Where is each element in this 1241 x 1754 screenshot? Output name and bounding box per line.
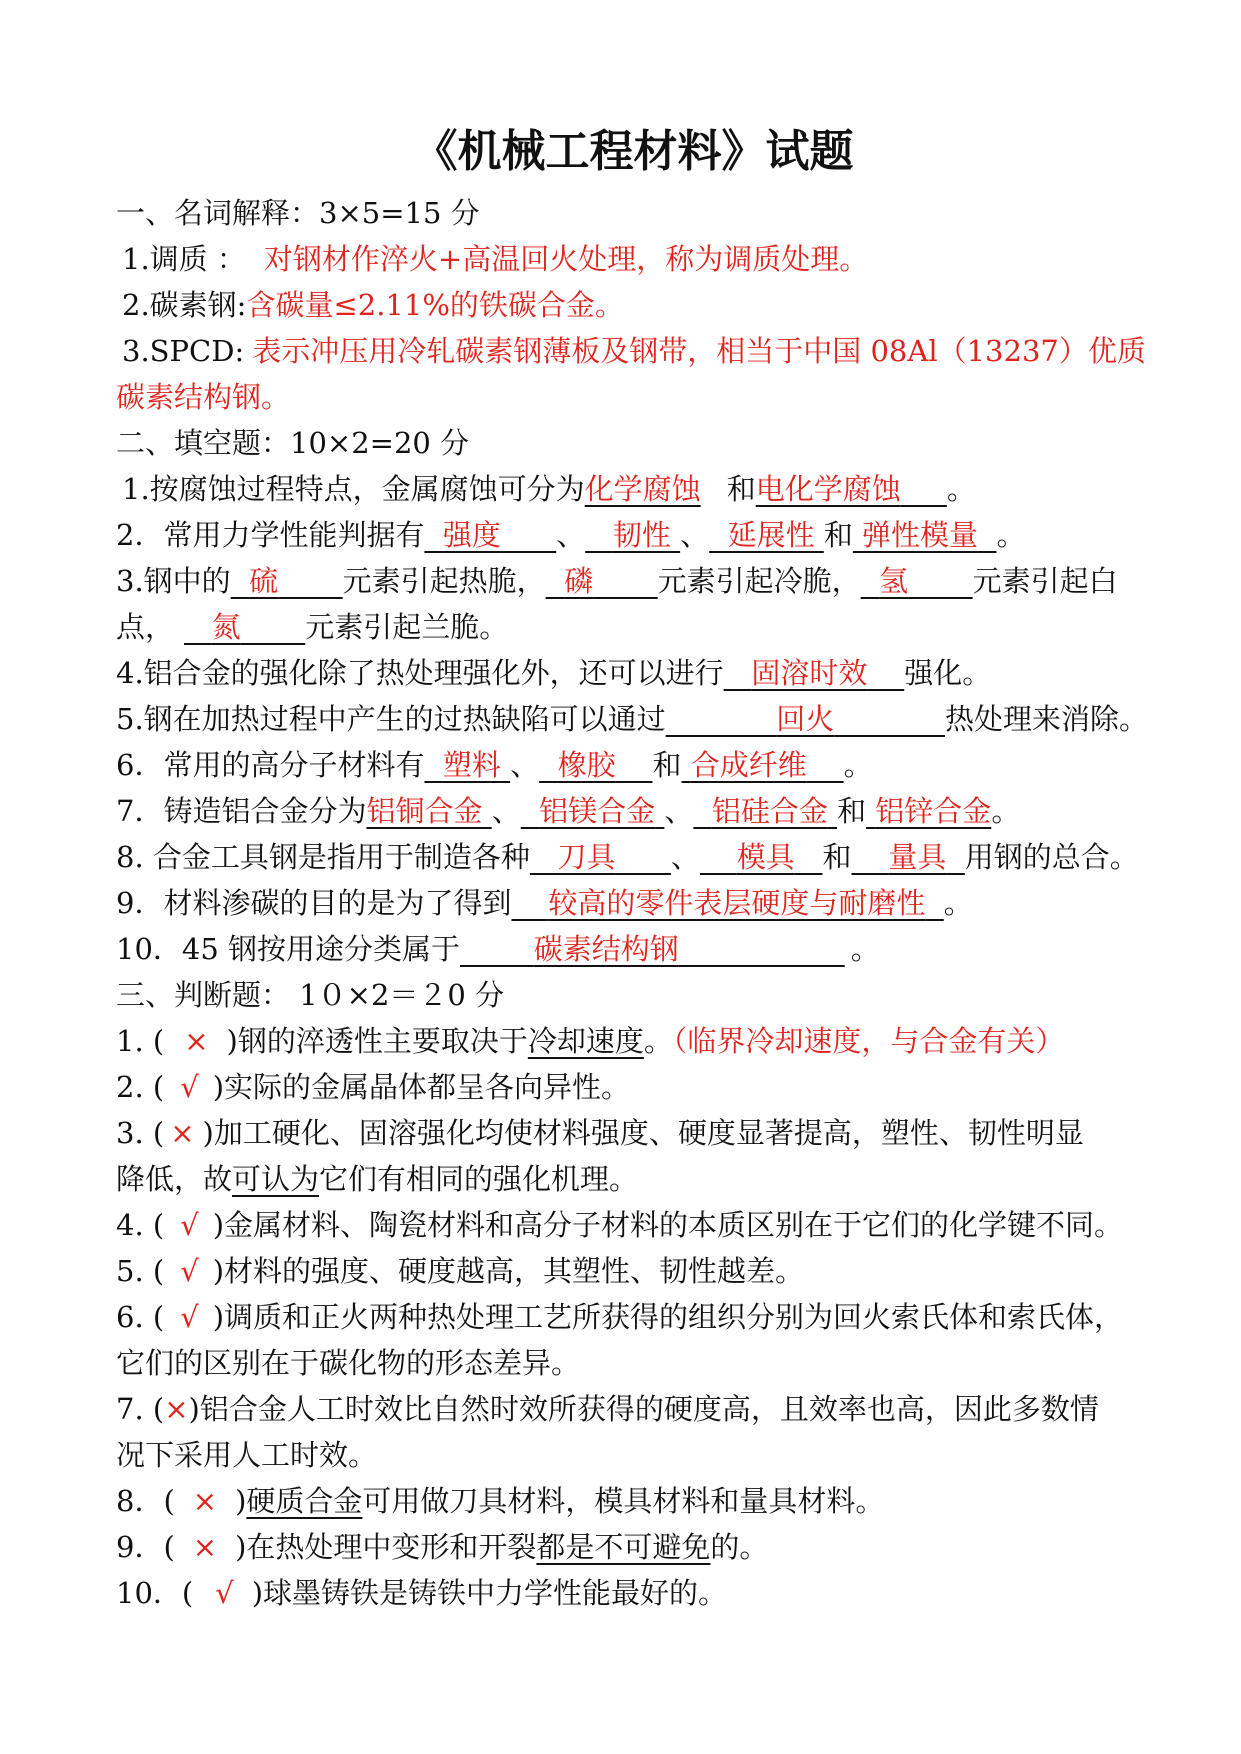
blank-line [241,610,306,644]
check-mark-icon: √ [180,1208,199,1242]
s2-q9-text: 9．材料渗碳的目的是为了得到 [116,886,512,920]
item-text: )加工硬化、固溶强化均使材料强度、硬度显著提高，塑性、韧性明显 [202,1116,1084,1150]
s2-q2-blank4: 弹性模量 [862,518,979,552]
s2-q5-end: 热处理来消除。 [944,702,1148,736]
s2-q2 [116,512,1141,558]
cross-mark-icon: × [184,1024,209,1058]
s2-q3-blank2: 磷 [564,564,594,598]
blank-line [460,932,534,966]
s2-q6 [116,742,1141,788]
item-text: 可用做刀具材料，模具材料和量具材料。 [362,1484,885,1518]
s2-q7-blank1: 铝铜合金 [366,794,483,828]
s2-q3-cont-text: 点， [116,610,175,644]
s3-item-8 [116,1478,1141,1524]
blank-line [908,564,973,598]
item-text: )在热处理中变形和开裂 [235,1530,537,1564]
blank-line [861,564,879,598]
s2-q7-blank3: 铝硅合金 [711,794,828,828]
s2-q8-text: 8. 合金工具钢是指用于制造各种 [116,840,530,874]
item-text: 况下采用人工时效。 [116,1438,378,1472]
blank-line [679,932,845,966]
blank-line [482,794,491,828]
item-text: 。 [643,1024,673,1058]
item-text: 它们有相同的强化机理。 [319,1162,639,1196]
answer-note: （临界冷却速度，与合金有关） [672,1024,1065,1058]
s1-q2-label: 2.碳素钢: [122,288,247,322]
blank-line [530,840,558,874]
s2-q2-end: 。 [996,518,1026,552]
s2-q8-end: 用钢的总合。 [964,840,1139,874]
sep: 、 [670,840,700,874]
check-mark-icon: √ [180,1300,199,1334]
underlined-text: 硬质合金 [246,1484,363,1518]
s2-q7-end: 。 [991,794,1021,828]
blank-line [693,794,711,828]
s3-item-7-cont [116,1432,1141,1478]
check-mark-icon: √ [180,1070,199,1104]
item-number: 2. ( [116,1070,165,1104]
s2-q4-text: 4.铝合金的强化除了热处理强化外，还可以进行 [116,656,724,690]
item-text: )钢的淬透性主要取决于 [226,1024,528,1058]
item-text: )实际的金属晶体都呈各向异性。 [212,1070,631,1104]
item-number: 1. ( [116,1024,165,1058]
blank-line [521,794,539,828]
s3-item-4 [116,1202,1141,1248]
item-text: 降低，故 [116,1162,233,1196]
blank-line [851,840,888,874]
item-number: 5. ( [116,1254,165,1288]
item-number: 4. ( [116,1208,165,1242]
s2-q5-blank1: 回火 [776,702,835,736]
s2-q4-end: 强化。 [904,656,992,690]
s3-item-2 [116,1064,1141,1110]
blank-line [231,564,249,598]
s1-q3-label: 3.SPCD: [122,334,245,368]
s1-q3-answer-a: 表示冲压用冷轧碳素钢薄板及钢带，相当于中国 08Al（13237）优质 [252,334,1146,368]
s2-q10-text: 10．45 钢按用途分类属于 [116,932,461,966]
s2-q1-end: 。 [946,472,976,506]
sep: 、 [556,518,586,552]
item-text: 的。 [710,1530,769,1564]
s2-q5 [116,696,1148,742]
s1-q1 [116,236,1141,282]
section2-heading: 二、填空题：10×2=20 分 [116,426,470,460]
blank-line [815,518,824,552]
s2-q3-text2: 元素引起冷脆， [657,564,861,598]
s2-q7-text: 7．铸造铝合金分为 [116,794,367,828]
blank-line [867,656,904,690]
s3-item-1 [116,1018,1141,1064]
s1-q3-cont [116,374,1141,420]
underlined-text: 可认为 [232,1162,320,1196]
cross-mark-icon: × [164,1392,189,1426]
s2-q8-blank1: 刀具 [557,840,616,874]
s2-q1 [116,466,1141,512]
s3-item-6 [116,1294,1141,1340]
cross-mark-icon: × [192,1530,218,1564]
blank-line [501,748,510,782]
item-text: )材料的强度、硬度越高，其塑性、韧性越差。 [212,1254,805,1288]
blank-line [828,794,837,828]
item-number: 6. ( [116,1300,165,1334]
s2-q7 [116,788,1141,834]
s2-q3-text: 3.钢中的 [116,564,231,598]
blank-line [671,518,680,552]
cross-mark-icon: × [192,1484,218,1518]
s2-q3-blank3: 氢 [879,564,909,598]
item-number: 7. ( [116,1392,165,1426]
s2-q6-blank1: 塑料 [442,748,501,782]
cross-mark-icon: × [170,1116,195,1150]
s2-q3-text3: 元素引起白 [972,564,1118,598]
blank-line [424,518,442,552]
s2-q2-text: 2．常用力学性能判据有 [116,518,425,552]
s2-q9-end: 。 [943,886,973,920]
s2-q9-blank1: 较高的零件表层硬度与耐磨性 [548,886,926,920]
sep: 、 [664,794,694,828]
s2-q4 [116,650,1141,696]
blank-line [901,472,947,506]
page-title: 《机械工程材料》试题 [413,126,854,177]
s2-q10 [116,926,1141,972]
s2-q1-blank2: 电化学腐蚀 [755,472,901,506]
s3-item-5 [116,1248,1141,1294]
s2-q3-text4: 元素引起兰脆。 [305,610,509,644]
s1-q3 [116,328,1146,374]
s2-q2-and: 和 [823,518,853,552]
blank-line [501,518,556,552]
check-mark-icon: √ [180,1254,199,1288]
item-text: )球墨铸铁是铸铁中力学性能最好的。 [251,1576,728,1610]
check-mark-icon: √ [215,1576,234,1610]
sep: 、 [491,794,521,828]
s3-item-10 [116,1570,1141,1616]
s2-q7-blank2: 铝镁合金 [539,794,656,828]
s2-q1-blank1: 化学腐蚀 [584,472,701,506]
s2-q9 [116,880,1141,926]
blank-line [278,564,343,598]
blank-line [546,564,564,598]
s2-q2-blank2: 韧性 [612,518,671,552]
blank-line [724,656,752,690]
s2-q3 [116,558,1141,604]
s3-item-7 [116,1386,1141,1432]
item-text: 它们的区别在于碳化物的形态差异。 [116,1346,581,1380]
s3-item-9 [116,1524,1141,1570]
item-text: )调质和正火两种热处理工艺所获得的组织分别为回火索氏体和索氏体， [212,1300,1124,1334]
s2-q5-text: 5.钢在加热过程中产生的过热缺陷可以通过 [116,702,666,736]
blank-line [593,564,658,598]
s1-q2-answer: 含碳量≤2.11%的铁碳合金。 [246,288,624,322]
blank-line [616,840,671,874]
s2-q3-text1: 元素引起热脆， [342,564,546,598]
s2-q10-blank1: 碳素结构钢 [533,932,679,966]
s1-q1-label: 1.调质 ： [122,242,246,276]
blank-line [655,794,664,828]
s1-q3-answer-b: 碳素结构钢。 [116,380,291,414]
s2-q7-and: 和 [837,794,867,828]
s1-q1-answer: 对钢材作淬火+高温回火处理，称为调质处理。 [263,242,869,276]
s3-item-3 [116,1110,1141,1156]
blank-line [946,840,964,874]
item-text: )铝合金人工时效比自然时效所获得的硬度高，且效率也高，因此多数情 [188,1392,1099,1426]
underlined-text: 冷却速度 [527,1024,644,1058]
s2-q6-and: 和 [652,748,682,782]
blank-line [834,702,945,736]
s2-q8-blank2: 模具 [736,840,795,874]
blank-line [853,518,862,552]
s2-q6-end: 。 [843,748,873,782]
blank-line [700,840,737,874]
blank-line [666,702,777,736]
blank-line [511,886,548,920]
underlined-text: 都是不可避免 [536,1530,711,1564]
s2-q2-blank1: 强度 [442,518,501,552]
item-text: ) [235,1484,247,1518]
s2-q8 [116,834,1141,880]
s2-q1-and: 和 [726,472,756,506]
blank-line [585,518,613,552]
s2-q3-blank4: 氮 [211,610,241,644]
item-number: 9．( [116,1530,175,1564]
s2-q3-cont [116,604,1141,650]
s2-q7-blank4: 铝锌合金 [875,794,992,828]
blank-line [681,748,690,782]
s2-q8-blank3: 量具 [888,840,947,874]
s2-q1-text: 1.按腐蚀过程特点，金属腐蚀可分为 [122,472,585,506]
blank-line [539,748,557,782]
blank-line [866,794,875,828]
item-text: )金属材料、陶瓷材料和高分子材料的本质区别在于它们的化学键不同。 [212,1208,1124,1242]
s1-q2 [116,282,1141,328]
blank-line [978,518,996,552]
section1-heading: 一、名词解释：3×5=15 分 [116,196,480,230]
blank-line [709,518,727,552]
s2-q6-blank3: 合成纤维 [690,748,807,782]
s3-item-6-cont [116,1340,1141,1386]
blank-line [616,748,653,782]
s2-q4-blank1: 固溶时效 [751,656,868,690]
s2-q8-and: 和 [822,840,852,874]
item-number: 8．( [116,1484,175,1518]
blank-line [807,748,844,782]
s2-q6-text: 6．常用的高分子材料有 [116,748,425,782]
s2-q3-blank1: 硫 [249,564,279,598]
s2-q10-end: 。 [850,932,880,966]
s2-q6-blank2: 橡胶 [557,748,616,782]
s3-item-3-cont [116,1156,1141,1202]
sep: 、 [680,518,710,552]
blank-line [424,748,442,782]
item-number: 10．( [116,1576,194,1610]
section3-heading: 三、判断题： 1０×2＝２0 分 [116,978,505,1012]
blank-line [184,610,212,644]
blank-line [795,840,823,874]
sep: 、 [510,748,540,782]
s2-q2-blank3: 延展性 [727,518,815,552]
item-number: 3. ( [116,1116,165,1150]
blank-line [925,886,943,920]
